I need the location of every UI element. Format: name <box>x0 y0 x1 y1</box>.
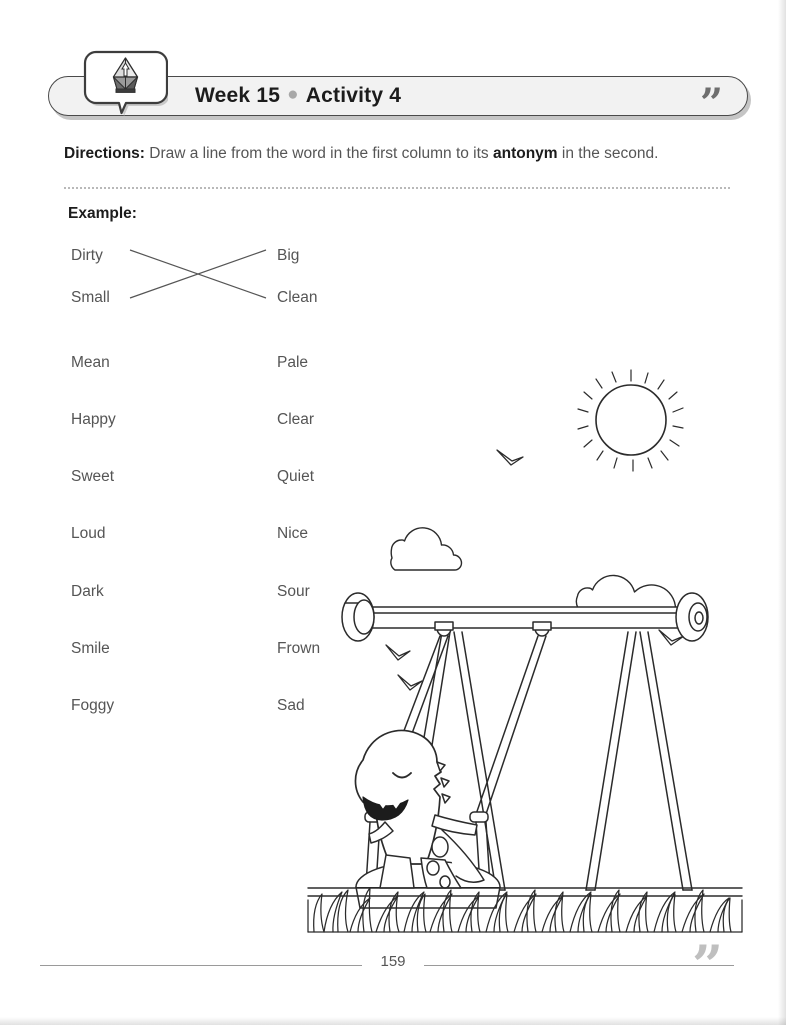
dinosaur-on-swing-illustration <box>290 360 760 935</box>
directions-text <box>64 142 728 165</box>
directions-label: Directions: <box>64 145 145 162</box>
exercise-left-word[interactable]: Loud <box>71 525 106 542</box>
title-separator-dot: ● <box>287 84 299 105</box>
example-label: Example: <box>68 205 137 222</box>
bird-icon <box>386 645 410 660</box>
page-number: 159 <box>380 953 406 970</box>
cloud-icon <box>391 528 462 570</box>
dotted-divider <box>64 187 730 189</box>
footer-rule-right <box>424 965 734 966</box>
exercise-left-word[interactable]: Sweet <box>71 468 115 485</box>
badge-speech-bubble <box>82 44 168 116</box>
page-edge-shadow <box>0 1017 786 1025</box>
dinosaur-character <box>355 730 484 888</box>
exercise-left-word[interactable]: Foggy <box>71 697 115 714</box>
exercise-right-word[interactable]: Sad <box>277 697 305 714</box>
exercise-right-word[interactable]: Quiet <box>277 468 315 485</box>
example-right-word: Clean <box>277 289 318 306</box>
exercise-left-word[interactable]: Smile <box>71 640 110 657</box>
exercise-left-word[interactable]: Happy <box>71 411 116 428</box>
exercise-left-word[interactable]: Mean <box>71 354 110 371</box>
example-left-word: Small <box>71 289 110 306</box>
exercise-right-word[interactable]: Pale <box>277 354 309 371</box>
header-quote-mark: ” <box>700 80 724 127</box>
sun-icon <box>578 370 683 471</box>
swing-top-bar <box>342 593 708 641</box>
bird-icon <box>497 450 523 465</box>
page-edge-shadow <box>778 0 786 1025</box>
match-line <box>130 250 266 298</box>
page-title <box>195 80 401 112</box>
activity-label: Activity 4 <box>305 84 402 107</box>
match-line <box>130 250 266 298</box>
week-label: Week 15 <box>195 84 281 107</box>
directions-body-before: Draw a line from the word in the first column to its <box>144 145 493 162</box>
example-left-word: Dirty <box>71 247 103 264</box>
footer-rule-left <box>40 965 362 966</box>
bird-icon <box>398 675 422 690</box>
footer-quote-mark: ” <box>692 933 724 997</box>
swing-right-legs <box>586 632 692 890</box>
exercise-right-word[interactable]: Clear <box>277 411 315 428</box>
exercise-right-word[interactable]: Sour <box>277 583 310 600</box>
directions-keyword: antonym <box>493 145 558 162</box>
exercise-right-word[interactable]: Nice <box>277 525 309 542</box>
example-right-word: Big <box>277 247 300 264</box>
exercise-right-word[interactable]: Frown <box>277 640 321 657</box>
exercise-left-word[interactable]: Dark <box>71 583 104 600</box>
directions-body-after: in the second. <box>557 145 659 162</box>
page-header <box>0 0 786 140</box>
